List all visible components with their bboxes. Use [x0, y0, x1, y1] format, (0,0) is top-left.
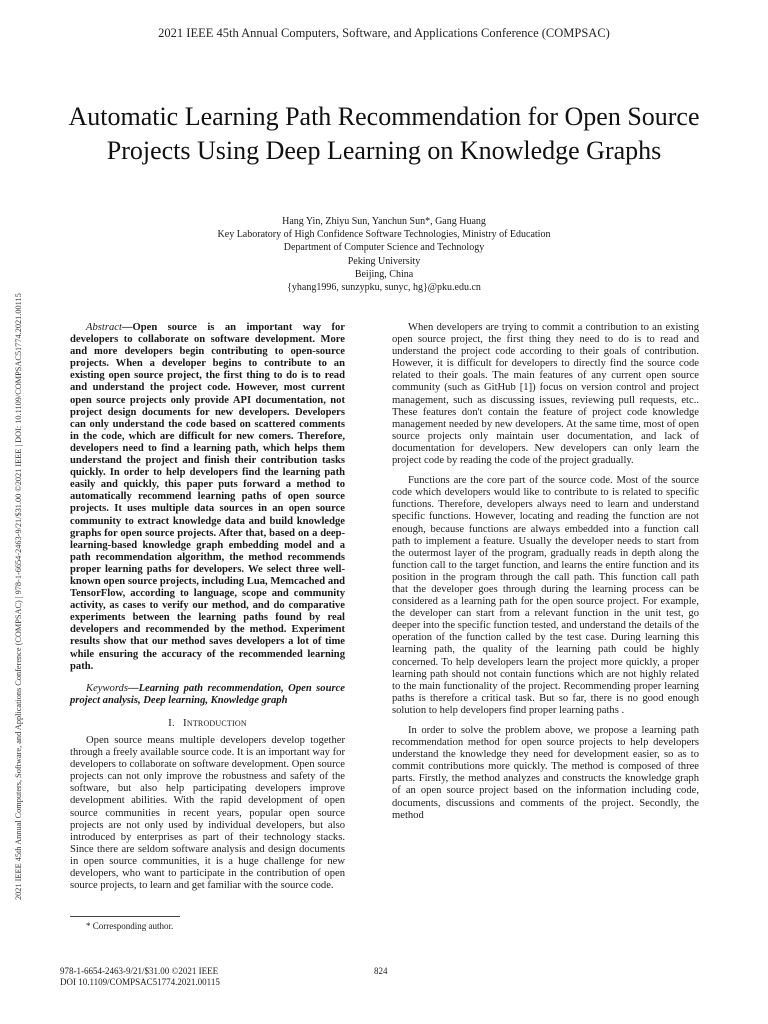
footer-doi: DOI 10.1109/COMPSAC51774.2021.00115 [60, 977, 220, 987]
affiliation-line: Key Laboratory of High Confidence Software Technologies, Ministry of Education [217, 229, 551, 241]
footer-publication-info [60, 966, 220, 988]
intro-paragraph: Open source means multiple developers develop together through a freely available source code. It is an important way for developers to collaborate on software development. Open source projects can not only improve the robustness and safety of the software, but also help participating developers improve development abilities. With the rapid development of open source communities in recent years, popular open source projects are not only used by individual developers, but also introduced by enterprises as part of their technology stacks. Since there are seldom software analysis and design documents in open source communities, it is a huge challenge for new developers, who want to participate in the contribution of open source projects, to learn and get familiar with the source code. [70, 735, 345, 892]
section-number: I. [168, 716, 175, 729]
author-emails: {yhang1996, sunzypku, sunyc, hg}@pku.edu.cn [287, 282, 481, 294]
left-column [70, 322, 345, 892]
right-column [392, 322, 699, 822]
footnote: * Corresponding author. [86, 921, 174, 931]
conference-header: 2021 IEEE 45th Annual Computers, Software, and Applications Conference (COMPSAC) [158, 26, 610, 40]
footnote-divider [70, 916, 180, 917]
abstract [70, 322, 345, 673]
affiliation-line: Beijing, China [354, 268, 414, 280]
abstract-text: —Open source is an important way for developers to collaborate on software development. More and more developers begin contributing to open-source projects. When a developer begins to contribute to an existing open source project, the first thing to do is to read and understand the project code. However, most current open source projects only provide API documentation, not project design documents for new developers. Developers can only understand the code based on scattered comments in the code, which are difficult for new comers. Therefore, developers need to find a learning path, which helps them understand the project and finish their contribution tasks quickly. In order to help developers find the learning path easily and quickly, this paper puts forward a method to automatically recommend learning paths of open source projects. It uses multiple data sources in an open source community to extract knowledge data and build knowledge graphs for open source projects. After that, based on a deep-learning-based knowledge graph embedding model and a path recommendation algorithm, the method recommends proper learning paths for developers. We select three well-known open source projects, including Lua, Memcached and TensorFlow, according to language, scope and community activity, as cases to verify our method, and do comparative experiments between the learning paths found by real developers and recommended by the method. Experiment results show that our method saves developers a lot of time while ensuring the accuracy of the recommended learning path. [70, 322, 345, 672]
paper-title: Automatic Learning Path Recommendation for Open Source Projects Using Deep Learning on Knowledge Graphs [68, 102, 700, 165]
keywords-label: Keywords [86, 682, 128, 694]
footer-isbn: 978-1-6654-2463-9/21/$31.00 ©2021 IEEE [60, 966, 219, 976]
body-paragraph: In order to solve the problem above, we propose a learning path recommendation method for open source projects to help developers understand the knowledge they need for development easier, so as to commit contributions more quickly. The method is composed of three parts. Firstly, the method analyzes and constructs the knowledge graph of an open source project based on the information including code, documents, discussions and comments of the project. Secondly, the method [392, 725, 699, 821]
body-paragraph: When developers are trying to commit a contribution to an existing open source project, the first thing they need to do is to read and understand the project code according to their goals of contribution. However, it is difficult for developers to directly find the source code related to their goals. The main features of any current open source community (such as GitHub [1]) focus on version control and project management, such as discussing issues, reviewing pull requests, etc.. These features don't contain the feature of project code knowledge management needed by new developers. At the same time, most of open source projects only maintain user documentation, and lack of documentation for developers. New developers can only learn the project code by reading the code of the project gradually. [392, 322, 699, 467]
page-number: 824 [374, 966, 388, 976]
author-names: Hang Yin, Zhiyu Sun, Yanchun Sun*, Gang Huang [282, 216, 486, 227]
abstract-label: Abstract [86, 322, 122, 333]
affiliation-line: Peking University [347, 255, 421, 267]
section-title: Introduction [182, 716, 247, 729]
body-paragraph: Functions are the core part of the source code. Most of the source code which developers would like to contribute to is related to specific functions. Therefore, developers always need to learn and understand specific functions. However, locating and reading the function are not enough, because functions are always embedded into a function call path to implement a feature. Usually the developer needs to start from the outermost layer of the program, gradually reads in depth along the function call to the target function, and learns the entire function and its position in the program through the call path. This function call path that the developer goes through during the learning process can be considered as a learning path for the open source project. For example, the developer can start from a relevant function in the unit test, go deeper into the specific function tested, and understand the details of the operation of the function called by the test case. During learning this learning path, the quality of the learning path could be highly concerned. To help developers learn the project more quickly, a proper learning path should not contain functions which are not highly related to the main functionality of the project. Recommending proper learning paths is therefore a critical task. But so far, there is no good enough solution to help developers find proper learning paths . [392, 475, 699, 716]
keywords [70, 683, 345, 707]
side-copyright-strip: 2021 IEEE 45th Annual Computers, Software, and Applications Conference (COMPSAC) | 978-1-6654-2463-9/21/$31.00 ©2021 IEEE | DOI: 10.1109/COMPSAC51774.2021.00115 [14, 293, 23, 900]
keywords-text: —Learning path recommendation, Open source project analysis, Deep learning, Knowledge graph [70, 682, 345, 706]
affiliation-line: Department of Computer Science and Technology [283, 242, 485, 254]
author-block [150, 215, 618, 294]
section-heading [70, 717, 345, 729]
